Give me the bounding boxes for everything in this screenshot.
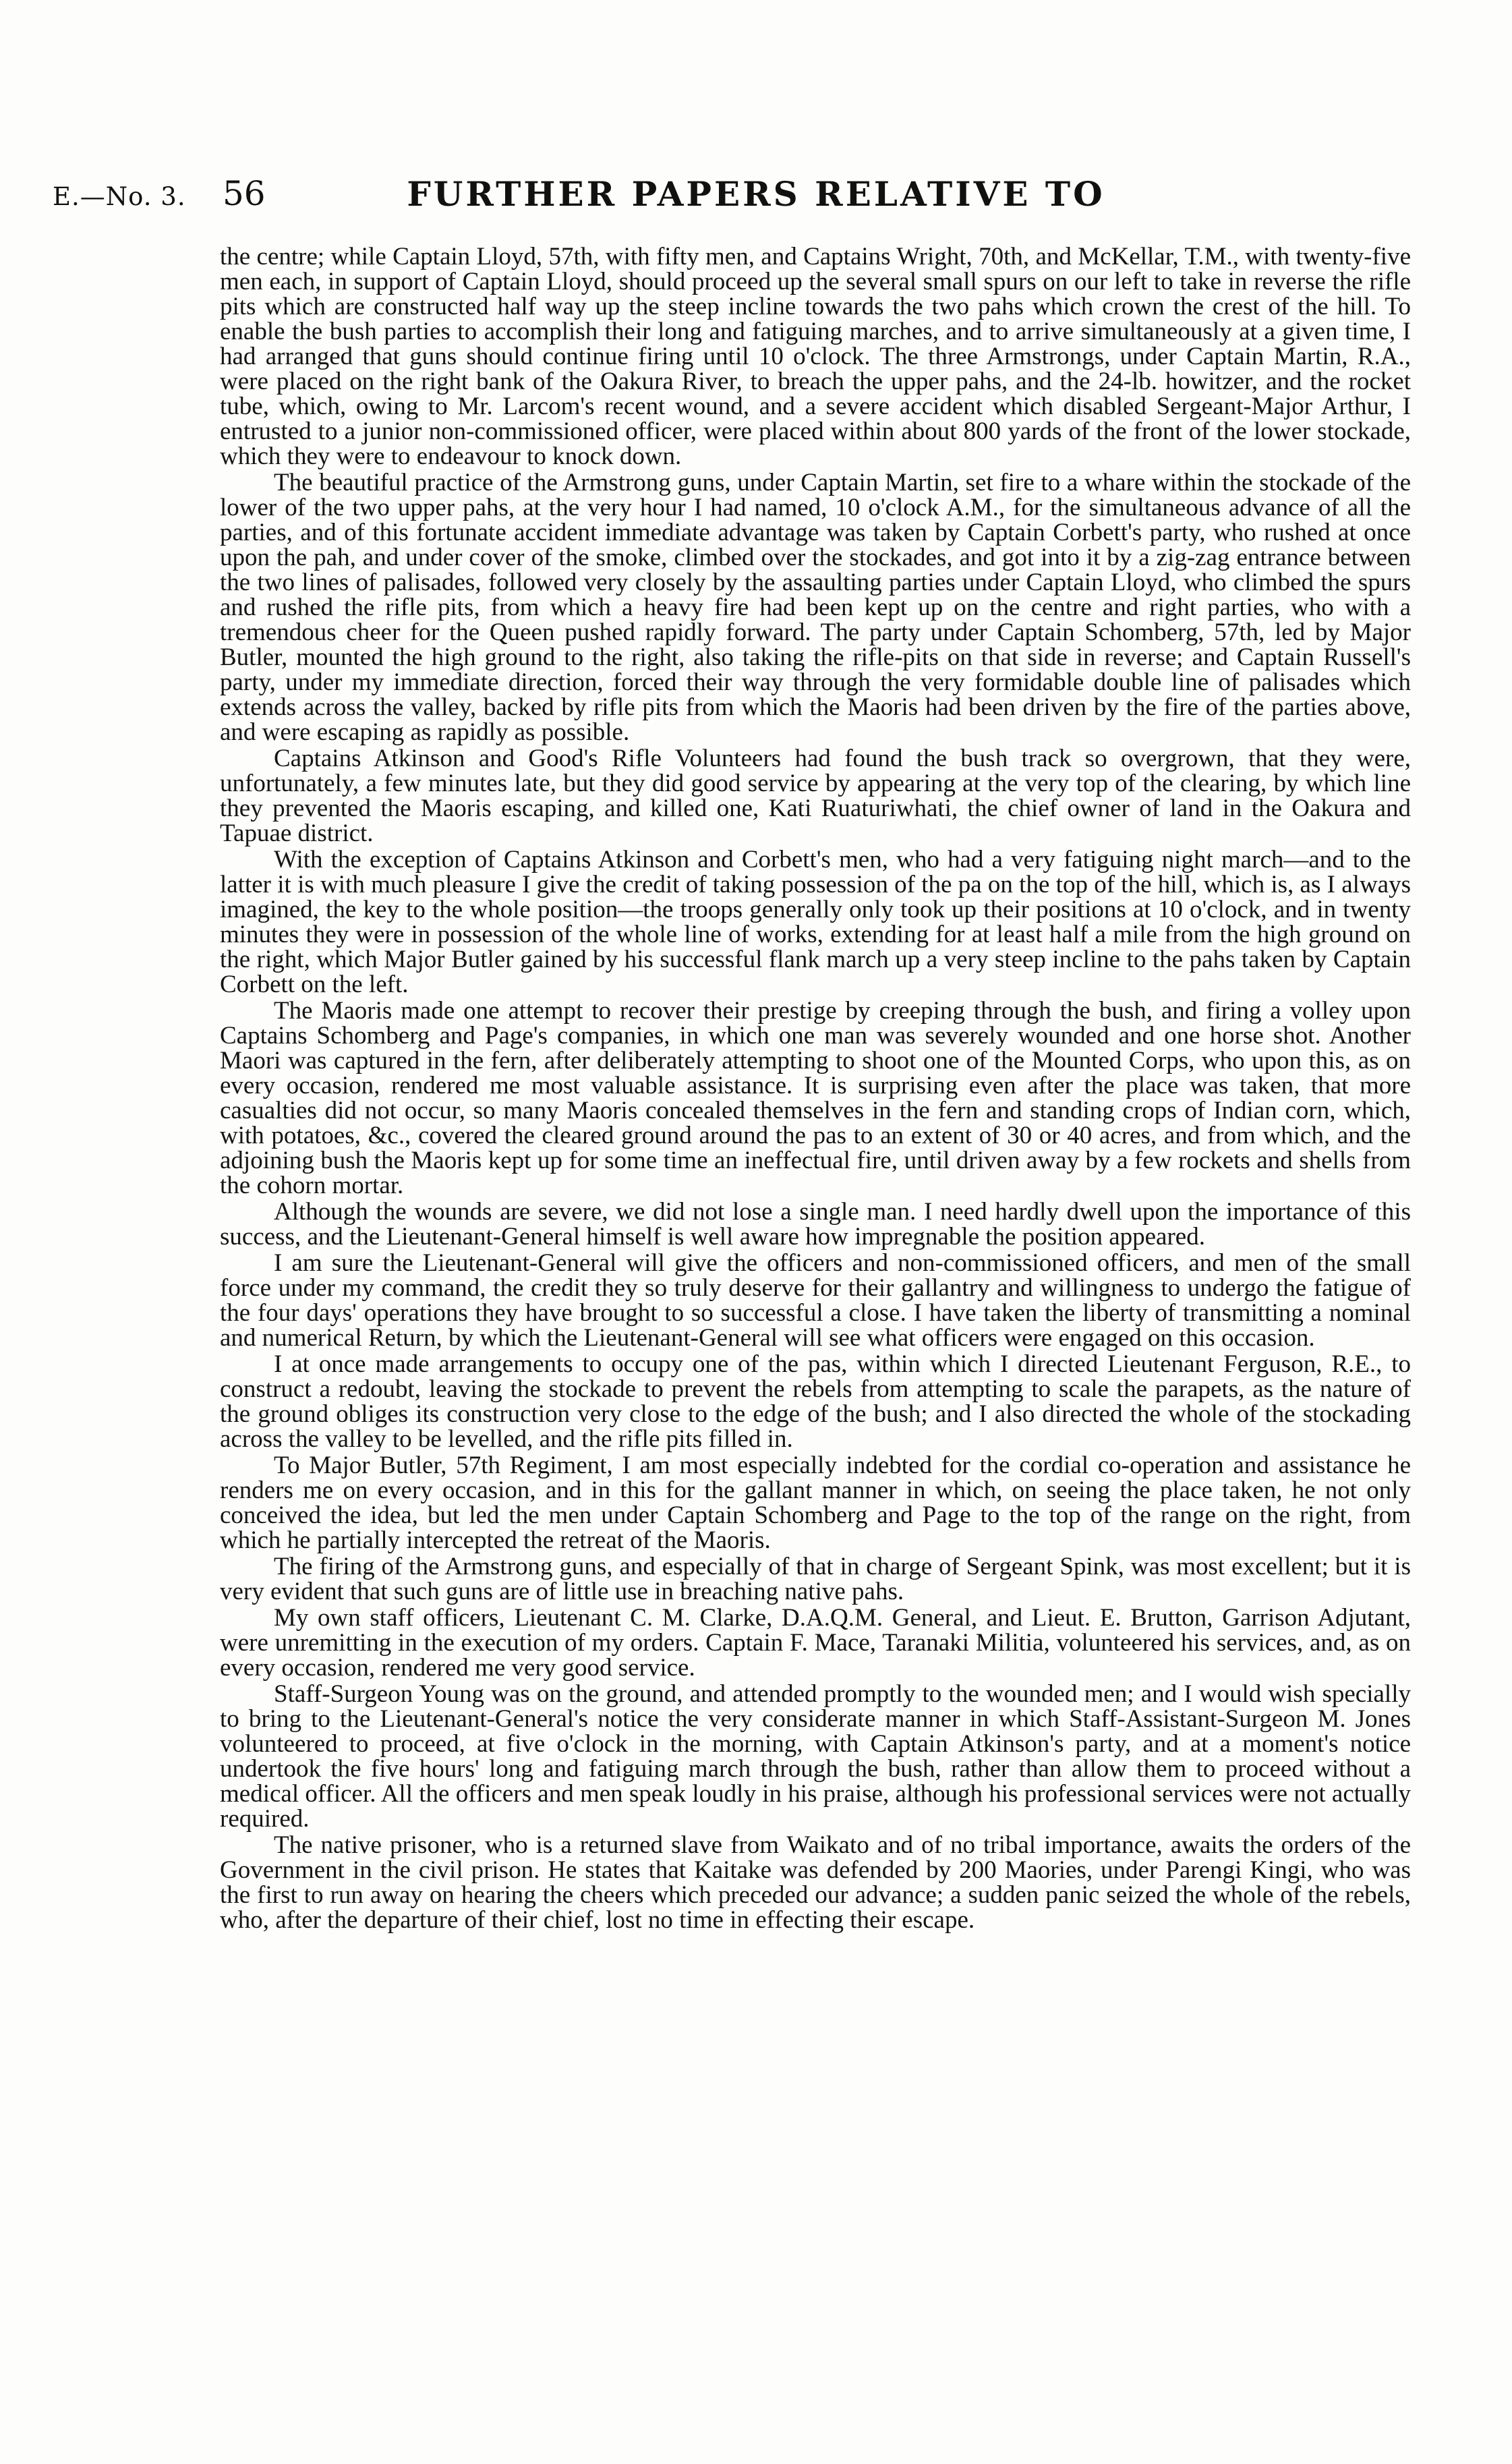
paragraph: Staff-Surgeon Young was on the ground, and attended promptly to the wounded men; and I would wish specially to bring to the Lieutenant-General's notice the very considerate manner in which Staff-Assistant-Surgeon M. Jones volunteered to proceed, at five o'clock in the morning, with Captain Atkinson's party, and at a moment's notice undertook the five hours' long and fatiguing march through the bush, rather than allow them to proceed without a medical officer. All the officers and men speak loudly in his praise, although his professional services were not actually required. — [220, 1680, 1411, 1833]
page-header — [0, 174, 1512, 228]
paragraph: With the exception of Captains Atkinson and Corbett's men, who had a very fatiguing night march—and to the latter it is with much pleasure I give the credit of taking possession of the pa on the top of the hill, which is, as I always imagined, the key to the whole position—the troops generally only took up their positions at 10 o'clock, and in twenty minutes they were in possession of the whole line of works, extending for at least half a mile from the high ground on the right, which Major Butler gained by his successful flank march up a very steep incline to the pahs taken by Captain Corbett on the left. — [220, 846, 1411, 998]
page-title: FURTHER PAPERS RELATIVE TO — [407, 174, 1105, 214]
paragraph: the centre; while Captain Lloyd, 57th, with fifty men, and Captains Wright, 70th, and McKellar, T.M., with twenty-five men each, in support of Captain Lloyd, should proceed up the several small spurs on our left to take in reverse the rifle pits which are constructed half way up the steep incline towards the two pahs which crown the crest of the hill. To enable the bush parties to accomplish their long and fatiguing marches, and to arrive simultaneously at a given time, I had arranged that guns should continue firing until 10 o'clock. The three Armstrongs, under Captain Martin, R.A., were placed on the right bank of the Oakura River, to breach the upper pahs, and the 24-lb. howitzer, and the rocket tube, which, owing to Mr. Larcom's recent wound, and a severe accident which disabled Sergeant-Major Arthur, I entrusted to a junior non-commissioned officer, were placed within about 800 yards of the front of the lower stockade, which they were to endeavour to knock down. — [220, 243, 1411, 470]
paragraph: The Maoris made one attempt to recover their prestige by creeping through the bush, and firing a volley upon Captains Schomberg and Page's companies, in which one man was severely wounded and one horse shot. Another Maori was captured in the fern, after deliberately attempting to shoot one of the Mounted Corps, who upon this, as on every occasion, rendered me most valuable assistance. It is surprising even after the place was taken, that more casualties did not occur, so many Maoris concealed themselves in the fern and standing crops of Indian corn, which, with potatoes, &c., covered the cleared ground around the pas to an extent of 30 or 40 acres, and from which, and the adjoining bush the Maoris kept up for some time an ineffectual fire, until driven away by a few rockets and shells from the cohorn mortar. — [220, 997, 1411, 1199]
paragraph: Although the wounds are severe, we did not lose a single man. I need hardly dwell upon the importance of this success, and the Lieutenant-General himself is well aware how impregnable the position appeared. — [220, 1198, 1411, 1251]
paragraph: To Major Butler, 57th Regiment, I am most especially indebted for the cordial co-operation and assistance he renders me on every occasion, and in this for the gallant manner in which, on seeing the place taken, he not only conceived the idea, but led the men under Captain Schomberg and Page to the top of the range on the right, from which he partially intercepted the retreat of the Maoris. — [220, 1452, 1411, 1554]
paragraph: I am sure the Lieutenant-General will give the officers and non-commissioned officers, and men of the small force under my command, the credit they so truly deserve for their gallantry and willingness to undergo the fatigue of the four days' operations they have brought to so successful a close. I have taken the liberty of transmitting a nominal and numerical Return, by which the Lieutenant-General will see what officers were engaged on this occasion. — [220, 1249, 1411, 1352]
paragraph: The firing of the Armstrong guns, and especially of that in charge of Sergeant Spink, was most excellent; but it is very evident that such guns are of little use in breaching native pahs. — [220, 1553, 1411, 1605]
paragraph: I at once made arrangements to occupy one of the pas, within which I directed Lieutenant Ferguson, R.E., to construct a redoubt, leaving the stockade to prevent the rebels from attempting to scale the parapets, as the nature of the ground obliges its construction very close to the edge of the bush; and I also directed the whole of the stockading across the valley to be levelled, and the rifle pits filled in. — [220, 1350, 1411, 1453]
document-reference: E.—No. 3. — [53, 182, 186, 211]
body-text — [220, 244, 1411, 1932]
paragraph: The native prisoner, who is a returned slave from Waikato and of no tribal importance, awaits the orders of the Government in the civil prison. He states that Kaitake was defended by 200 Maories, under Parengi Kingi, who was the first to run away on hearing the cheers which preceded our advance; a sudden panic seized the whole of the rebels, who, after the departure of their chief, lost no time in effecting their escape. — [220, 1831, 1411, 1934]
paragraph: My own staff officers, Lieutenant C. M. Clarke, D.A.Q.M. General, and Lieut. E. Brutton, Garrison Adjutant, were unremitting in the execution of my orders. Captain F. Mace, Taranaki Militia, volunteered his services, and, as on every occasion, rendered me very good service. — [220, 1604, 1411, 1682]
paragraph: The beautiful practice of the Armstrong guns, under Captain Martin, set fire to a whare within the stockade of the lower of the two upper pahs, at the very hour I had named, 10 o'clock A.M., for the simultaneous advance of all the parties, and of this fortunate accident immediate advantage was taken by Captain Corbett's party, who rushed at once upon the pah, and under cover of the smoke, climbed over the stockades, and got into it by a zig-zag entrance between the two lines of palisades, followed very closely by the assaulting parties under Captain Lloyd, who climbed the spurs and rushed the rifle pits, from which a heavy fire had been kept up on the centre and right parties, who with a tremendous cheer for the Queen pushed rapidly forward. The party under Captain Schomberg, 57th, led by Major Butler, mounted the high ground to the right, also taking the rifle-pits on that side in reverse; and Captain Russell's party, under my immediate direction, forced their way through the very formidable double line of palisades which extends across the valley, backed by rifle pits from which the Maoris had been driven by the fire of the parties above, and were escaping as rapidly as possible. — [220, 469, 1411, 746]
page-number: 56 — [223, 174, 266, 213]
paragraph: Captains Atkinson and Good's Rifle Volunteers had found the bush track so overgrown, that they were, unfortunately, a few minutes late, but they did good service by appearing at the very top of the clearing, by which line they prevented the Maoris escaping, and killed one, Kati Ruaturiwhati, the chief owner of land in the Oakura and Tapuae district. — [220, 745, 1411, 847]
